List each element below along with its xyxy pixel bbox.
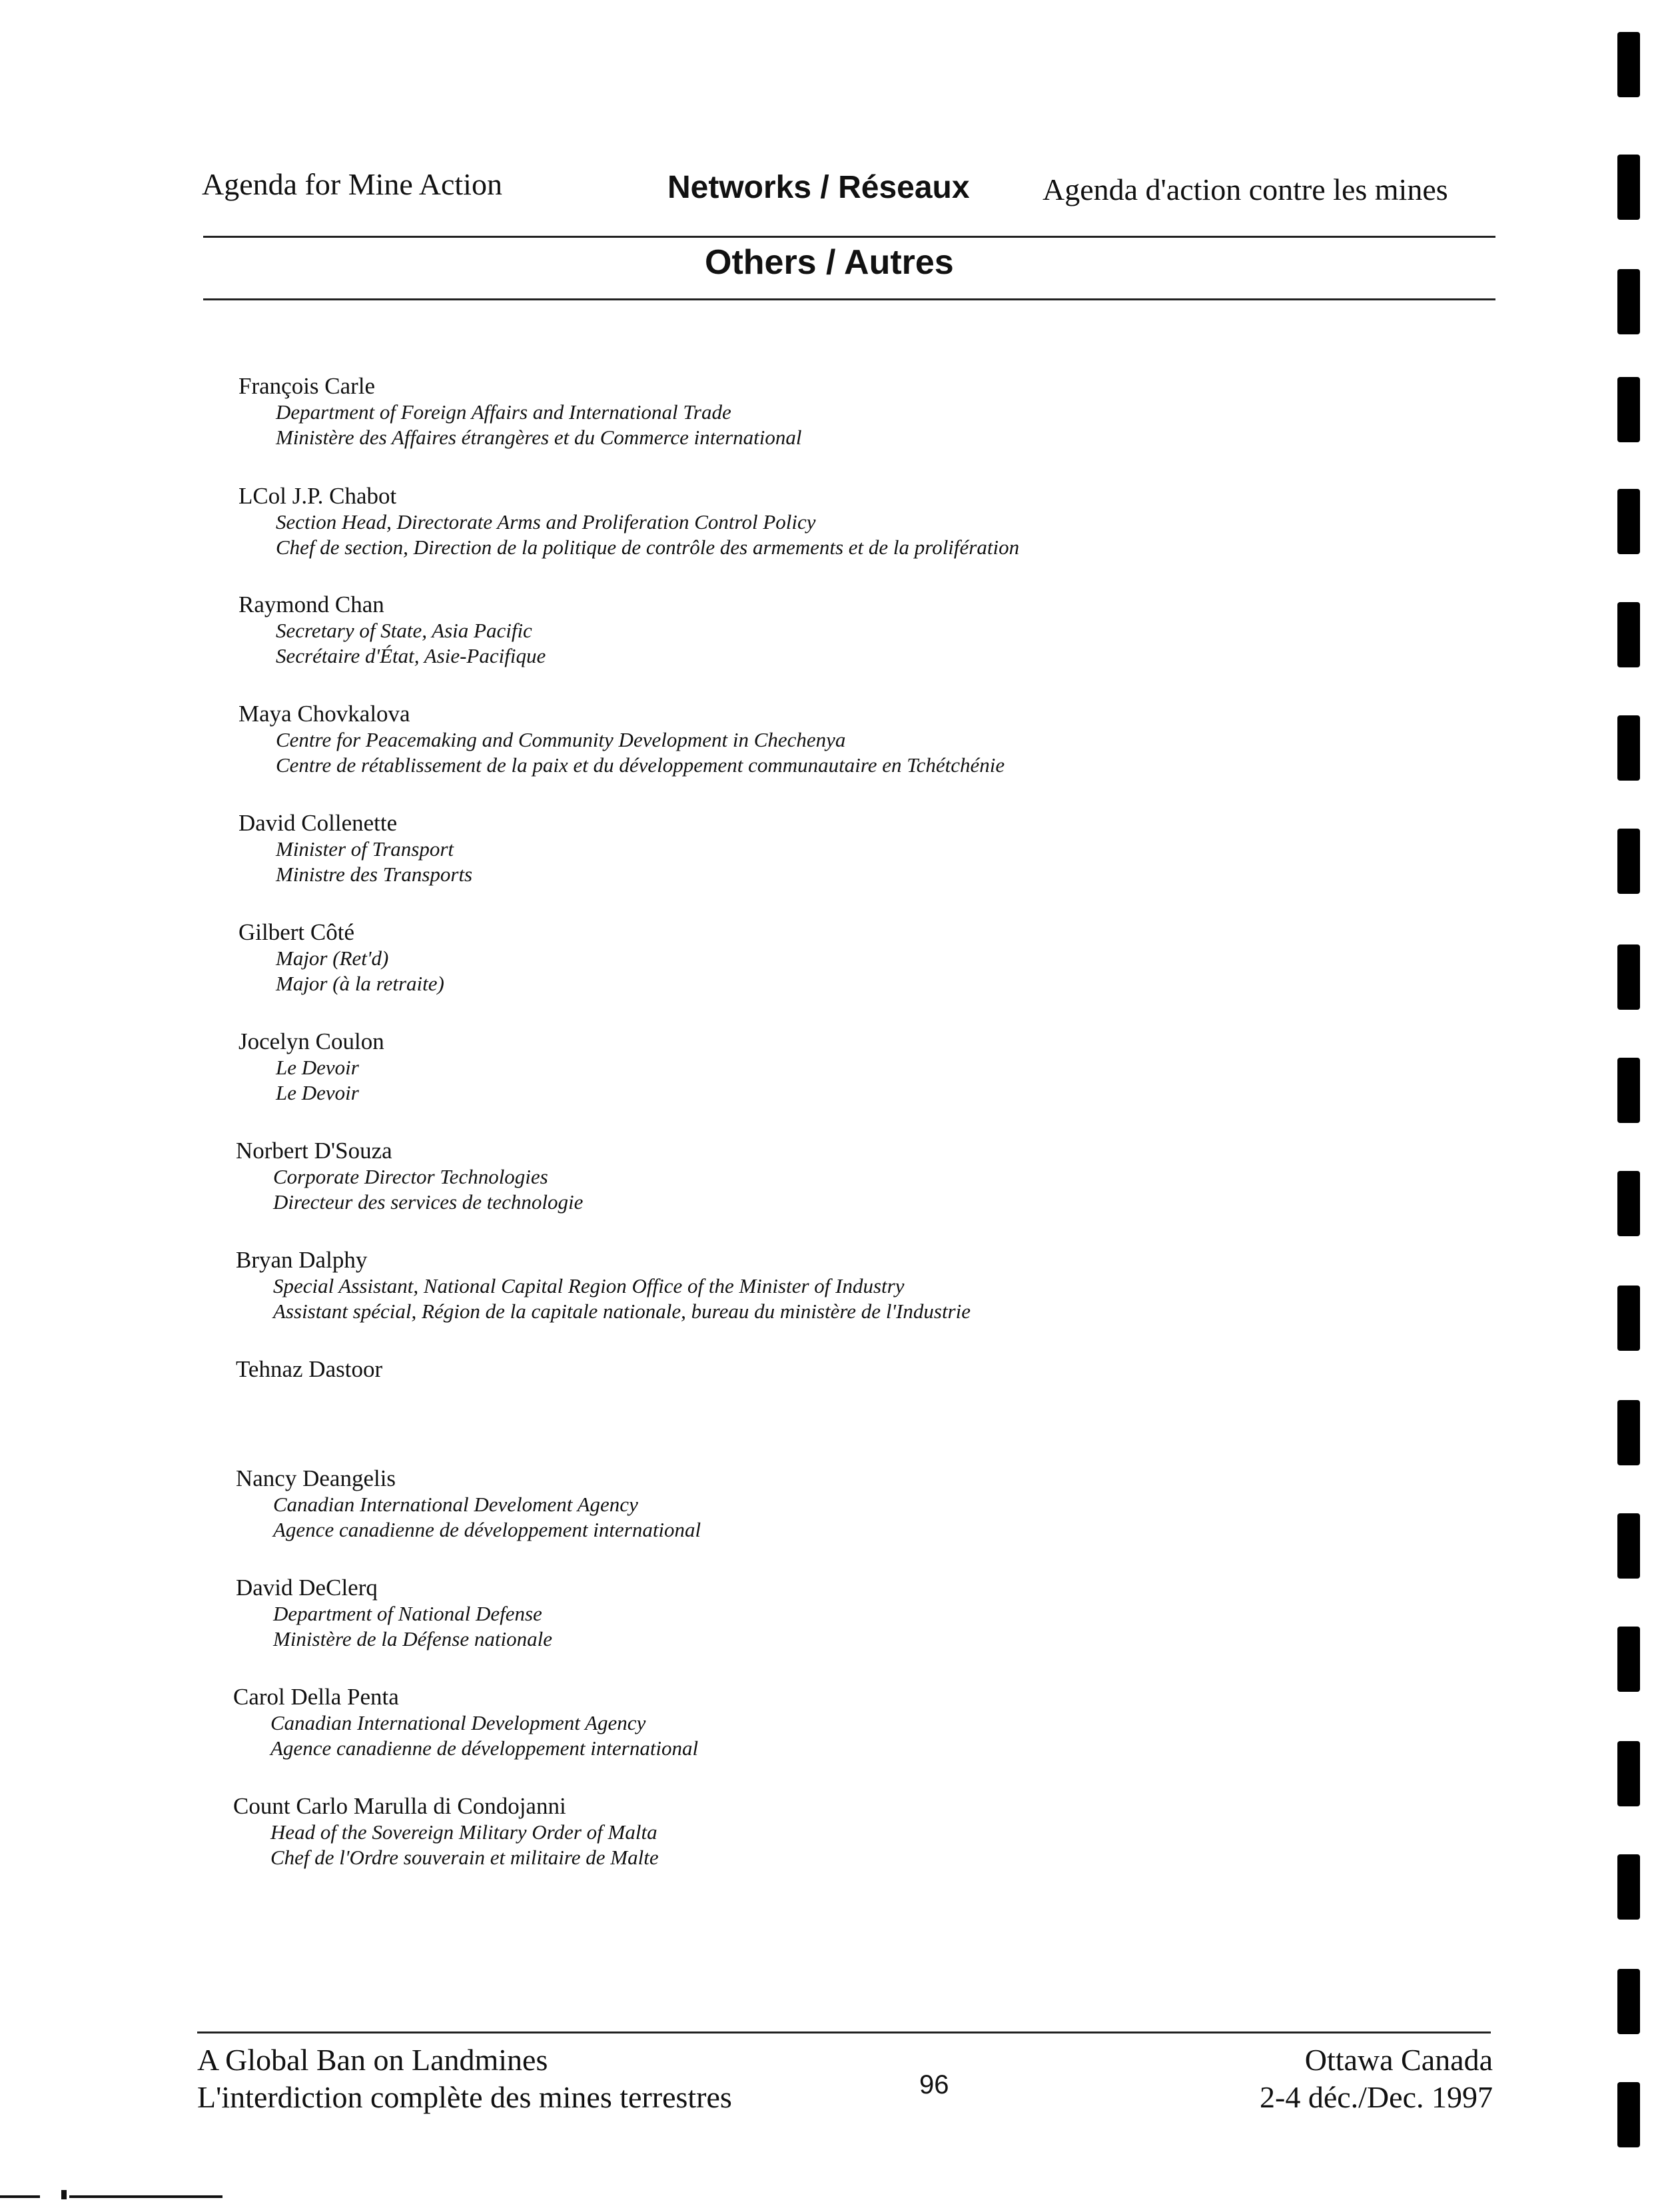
binder-mark — [1617, 377, 1640, 442]
entry-affiliation: Directeur des services de technologie — [273, 1190, 584, 1214]
entry-name: François Carle — [238, 373, 376, 399]
entry-name: Gilbert Côté — [238, 919, 354, 945]
entry-name: Raymond Chan — [238, 591, 384, 617]
binder-mark — [1617, 2082, 1640, 2147]
entry-name: Tehnaz Dastoor — [236, 1356, 383, 1382]
entry — [236, 1356, 382, 1383]
binder-mark — [1617, 1969, 1640, 2034]
entry-affiliation: Ministère de la Défense nationale — [273, 1627, 552, 1651]
binder-mark — [1617, 155, 1640, 220]
entry-affiliation: Secretary of State, Asia Pacific — [276, 619, 532, 642]
binder-mark — [1617, 1286, 1640, 1351]
binder-mark — [1617, 32, 1640, 97]
binder-mark — [1617, 1854, 1640, 1920]
entry-affiliation: Chef de section, Direction de la politique de contrôle des armements et de la prolifération — [276, 536, 1020, 559]
footer-rule — [197, 2031, 1491, 2033]
binder-mark — [1617, 602, 1640, 667]
entry-affiliation: Le Devoir — [276, 1081, 359, 1104]
footer-right — [1260, 2041, 1493, 2116]
entry — [238, 810, 472, 887]
scan-artifact — [0, 2195, 40, 2198]
entry-affiliation: Assistant spécial, Région de la capitale nationale, bureau du ministère de l'Industrie — [273, 1299, 971, 1323]
entry-name: Bryan Dalphy — [236, 1247, 368, 1273]
entry-affiliation: Centre for Peacemaking and Community Development in Chechenya — [276, 728, 846, 751]
entry-name: Maya Chovkalova — [238, 701, 410, 727]
entry-affiliation: Major (à la retraite) — [276, 972, 444, 995]
binder-mark — [1617, 1171, 1640, 1236]
entry-name: David DeClerq — [236, 1575, 378, 1601]
footer-right-line1: Ottawa Canada — [1304, 2043, 1493, 2077]
entry-affiliation: Section Head, Directorate Arms and Proliferation Control Policy — [276, 510, 816, 534]
entry — [233, 1793, 659, 1870]
entry — [238, 591, 546, 669]
entry — [233, 1684, 698, 1761]
entry — [238, 483, 1019, 560]
binder-mark — [1617, 715, 1640, 781]
entry — [238, 701, 1005, 778]
entry-affiliation: Agence canadienne de développement international — [270, 1736, 699, 1760]
entry-affiliation: Canadian International Development Agency — [270, 1711, 646, 1734]
footer-left — [197, 2041, 732, 2116]
binder-mark — [1617, 1627, 1640, 1692]
entry — [236, 1575, 552, 1652]
entry-affiliation: Department of National Defense — [273, 1602, 542, 1625]
scan-artifact — [69, 2195, 222, 2198]
scan-artifact — [61, 2190, 67, 2199]
entry-affiliation: Corporate Director Technologies — [273, 1165, 548, 1188]
binder-mark — [1617, 829, 1640, 894]
entry-name: David Collenette — [238, 810, 398, 836]
entry — [236, 1465, 701, 1543]
entry — [236, 1138, 583, 1215]
entry — [238, 373, 802, 450]
entry-affiliation: Canadian International Develoment Agency — [273, 1493, 638, 1516]
entry-affiliation: Ministre des Transports — [276, 863, 473, 886]
binder-mark — [1617, 489, 1640, 554]
entry-affiliation: Major (Ret'd) — [276, 946, 389, 970]
binder-marks — [1617, 0, 1644, 2212]
binder-mark — [1617, 1400, 1640, 1465]
section-title: Others / Autres — [705, 243, 954, 282]
entry-name: Carol Della Penta — [233, 1684, 399, 1710]
binder-mark — [1617, 944, 1640, 1010]
header-right-title: Agenda d'action contre les mines — [1043, 173, 1448, 206]
entry — [236, 1247, 971, 1324]
entry-name: Nancy Deangelis — [236, 1465, 396, 1491]
entry-affiliation: Ministère des Affaires étrangères et du Commerce international — [276, 426, 802, 449]
entry-affiliation: Head of the Sovereign Military Order of Malta — [270, 1820, 657, 1844]
entry-affiliation: Secrétaire d'État, Asie-Pacifique — [276, 644, 546, 667]
entry-name: Count Carlo Marulla di Condojanni — [233, 1793, 566, 1819]
footer-left-line2: L'interdiction complète des mines terrestres — [197, 2080, 732, 2114]
entry-affiliation: Chef de l'Ordre souverain et militaire de Malte — [270, 1846, 659, 1869]
binder-mark — [1617, 269, 1640, 334]
entry — [238, 1028, 384, 1106]
entry-affiliation: Special Assistant, National Capital Region Office of the Minister of Industry — [273, 1274, 905, 1297]
entry — [238, 919, 444, 996]
footer-left-line1: A Global Ban on Landmines — [197, 2043, 548, 2077]
footer-right-line2: 2-4 déc./Dec. 1997 — [1260, 2080, 1493, 2114]
binder-mark — [1617, 1058, 1640, 1123]
entry-affiliation: Centre de rétablissement de la paix et du développement communautaire en Tchétchénie — [276, 753, 1005, 777]
entry-name: Norbert D'Souza — [236, 1138, 392, 1164]
entry-affiliation: Minister of Transport — [276, 837, 454, 861]
entry-name: Jocelyn Coulon — [238, 1028, 384, 1054]
entry-affiliation: Agence canadienne de développement international — [273, 1518, 701, 1541]
entry-affiliation: Le Devoir — [276, 1056, 359, 1079]
entry-name: LCol J.P. Chabot — [238, 483, 397, 509]
header-center-title: Networks / Réseaux — [667, 170, 970, 205]
binder-mark — [1617, 1741, 1640, 1806]
header-left-title: Agenda for Mine Action — [202, 167, 502, 201]
binder-mark — [1617, 1513, 1640, 1579]
entry-affiliation: Department of Foreign Affairs and International Trade — [276, 400, 731, 424]
page-number: 96 — [919, 2070, 949, 2099]
